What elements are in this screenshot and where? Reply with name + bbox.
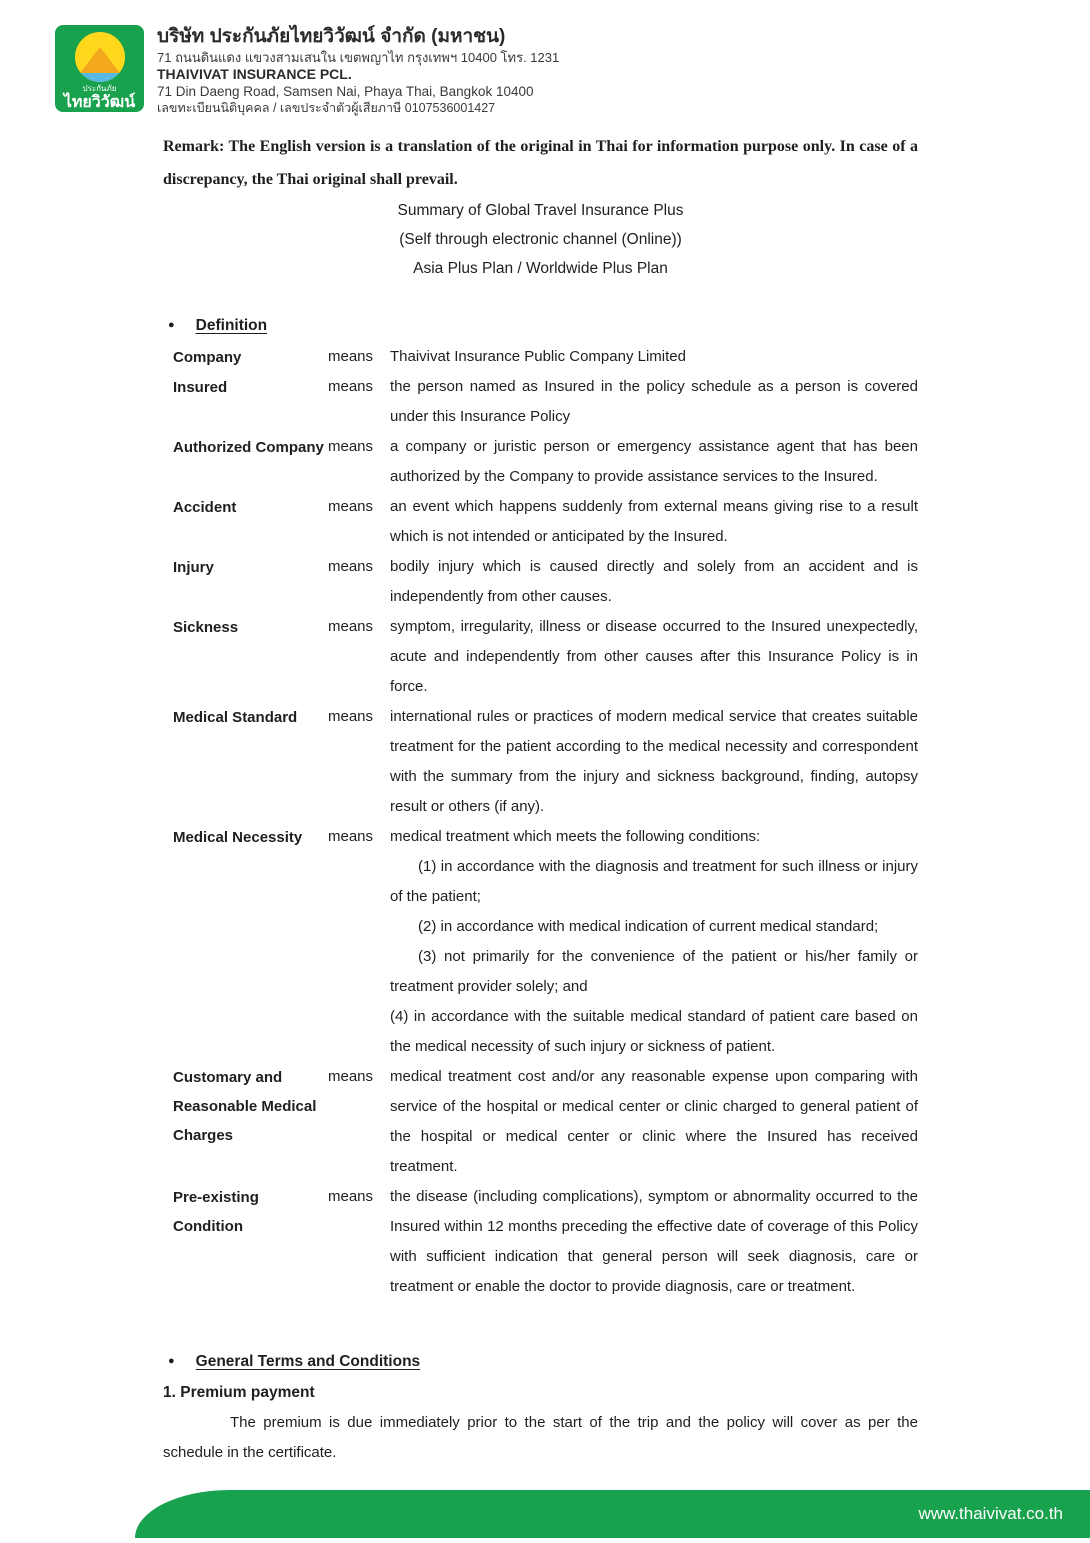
definition-text bbox=[390, 342, 918, 372]
definition-term: Medical Standard bbox=[173, 709, 298, 726]
definition-paragraph: symptom, irregularity, illness or disease occurred to the Insured unexpectedly, acute and independently from other causes after this Insurance Policy is in force. bbox=[390, 618, 918, 695]
definition-row bbox=[163, 342, 918, 372]
definition-term: Medical Necessity bbox=[173, 829, 303, 846]
terms-clauses bbox=[163, 1378, 918, 1468]
definition-row bbox=[163, 432, 918, 492]
definition-heading-label: Definition bbox=[195, 317, 268, 334]
definition-text bbox=[390, 372, 918, 432]
logo-tagline: ประกันภัย bbox=[82, 84, 117, 93]
definition-text bbox=[390, 822, 918, 1062]
definition-term: Accident bbox=[173, 499, 237, 516]
document-title: Summary of Global Travel Insurance Plus bbox=[397, 202, 684, 219]
bullet-icon: ● bbox=[168, 319, 175, 331]
definition-term: Insured bbox=[173, 379, 228, 396]
means-label: means bbox=[328, 558, 374, 575]
definition-paragraph: a company or juristic person or emergency assistance agent that has been authorized by the Company to provide assistance services to the Insured. bbox=[390, 438, 918, 485]
definition-text bbox=[390, 1062, 918, 1182]
definition-paragraph: medical treatment which meets the following conditions: bbox=[390, 828, 761, 845]
definition-row bbox=[163, 552, 918, 612]
document-body bbox=[163, 130, 918, 1468]
definition-paragraph: (2) in accordance with medical indication of current medical standard; bbox=[418, 918, 879, 935]
means-label: means bbox=[328, 618, 374, 635]
definition-row bbox=[163, 702, 918, 822]
company-name-thai: บริษัท ประกันภัยไทยวิวัฒน์ จำกัด (มหาชน) bbox=[157, 26, 506, 47]
definition-text bbox=[390, 1182, 918, 1302]
document-titles bbox=[163, 196, 918, 283]
definition-paragraph: an event which happens suddenly from external means giving rise to a result which is not intended or anticipated by the Insured. bbox=[390, 498, 918, 545]
clause-title: 1. Premium payment bbox=[163, 1384, 315, 1401]
means-label: means bbox=[328, 438, 374, 455]
definition-text bbox=[390, 702, 918, 822]
footer-website-url: www.thaivivat.co.th bbox=[918, 1504, 1063, 1523]
footer-bar bbox=[135, 1490, 1090, 1538]
means-label: means bbox=[328, 348, 374, 365]
definition-paragraph: medical treatment cost and/or any reasonable expense upon comparing with service of the hospital or medical center or clinic charged to general patient of the hospital or medical center or clinic where the Insured has received treatment. bbox=[390, 1068, 918, 1175]
definition-term: Authorized Company bbox=[173, 439, 324, 456]
company-logo bbox=[55, 25, 144, 112]
means-label: means bbox=[328, 378, 374, 395]
letterhead-text bbox=[157, 25, 559, 116]
terms-section-heading bbox=[163, 1347, 918, 1378]
logo-mountain-icon bbox=[75, 32, 125, 82]
definition-text bbox=[390, 432, 918, 492]
means-label: means bbox=[328, 1068, 374, 1085]
definition-paragraph: (3) not primarily for the convenience of the patient or his/her family or treatment provider solely; and bbox=[390, 948, 918, 995]
definition-row bbox=[163, 1182, 918, 1302]
definition-text bbox=[390, 552, 918, 612]
means-label: means bbox=[328, 1188, 374, 1205]
definition-paragraph: the disease (including complications), symptom or abnormality occurred to the Insured within 12 months preceding the effective date of coverage of this Policy with sufficient indication that general person will seek diagnosis, care or treatment or enable the doctor to provide diagnosis, care or treatment. bbox=[390, 1188, 918, 1295]
definition-row bbox=[163, 372, 918, 432]
definition-term: Company bbox=[173, 349, 242, 366]
means-label: means bbox=[328, 498, 374, 515]
means-label: means bbox=[328, 828, 374, 845]
document-title: Asia Plus Plan / Worldwide Plus Plan bbox=[413, 260, 668, 277]
definition-row bbox=[163, 492, 918, 552]
definitions-table bbox=[163, 342, 918, 1302]
definition-row bbox=[163, 612, 918, 702]
bullet-icon: ● bbox=[168, 1355, 175, 1367]
definition-row bbox=[163, 822, 918, 1062]
company-name-english: THAIVIVAT INSURANCE PCL. bbox=[157, 66, 352, 82]
definition-term: Sickness bbox=[173, 619, 239, 636]
definition-text bbox=[390, 492, 918, 552]
letterhead bbox=[55, 25, 559, 116]
company-address-thai: 71 ถนนดินแดง แขวงสามเสนใน เขตพญาไท กรุงเทพฯ 10400 โทร. 1231 bbox=[157, 50, 560, 65]
definition-term: Injury bbox=[173, 559, 214, 576]
company-registration-number: เลขทะเบียนนิติบุคคล / เลขประจำตัวผู้เสียภาษี 0107536001427 bbox=[157, 101, 496, 115]
company-address-english: 71 Din Daeng Road, Samsen Nai, Phaya Thai, Bangkok 10400 bbox=[157, 84, 534, 99]
definition-term: Pre-existing Condition bbox=[173, 1189, 259, 1235]
definition-paragraph: international rules or practices of modern medical service that creates suitable treatment for the patient according to the medical necessity and correspondent with the summary from the injury and sickness background, finding, autopsy result or others (if any). bbox=[390, 708, 918, 815]
definition-row bbox=[163, 1062, 918, 1182]
definition-paragraph: (1) in accordance with the diagnosis and treatment for such illness or injury of the patient; bbox=[390, 858, 918, 905]
definition-paragraph: (4) in accordance with the suitable medical standard of patient care based on the medical necessity of such injury or sickness of patient. bbox=[390, 1008, 918, 1055]
definition-paragraph: bodily injury which is caused directly and solely from an accident and is independently from other causes. bbox=[390, 558, 918, 605]
remark-paragraph: Remark: The English version is a translation of the original in Thai for information purpose only. In case of a discrepancy, the Thai original shall prevail. bbox=[163, 138, 918, 188]
definition-section-heading bbox=[163, 311, 918, 342]
clause-body: The premium is due immediately prior to the start of the trip and the policy will cover as per the schedule in the certificate. bbox=[163, 1414, 918, 1461]
definition-paragraph: the person named as Insured in the policy schedule as a person is covered under this Insurance Policy bbox=[390, 378, 918, 425]
logo-brand-name: ไทยวิวัฒน์ bbox=[63, 94, 136, 111]
definition-term: Customary and Reasonable Medical Charges bbox=[173, 1069, 317, 1144]
definition-paragraph: Thaivivat Insurance Public Company Limited bbox=[390, 348, 686, 365]
means-label: means bbox=[328, 708, 374, 725]
definition-text bbox=[390, 612, 918, 702]
document-title: (Self through electronic channel (Online)) bbox=[399, 231, 682, 248]
terms-heading-label: General Terms and Conditions bbox=[195, 1353, 421, 1370]
